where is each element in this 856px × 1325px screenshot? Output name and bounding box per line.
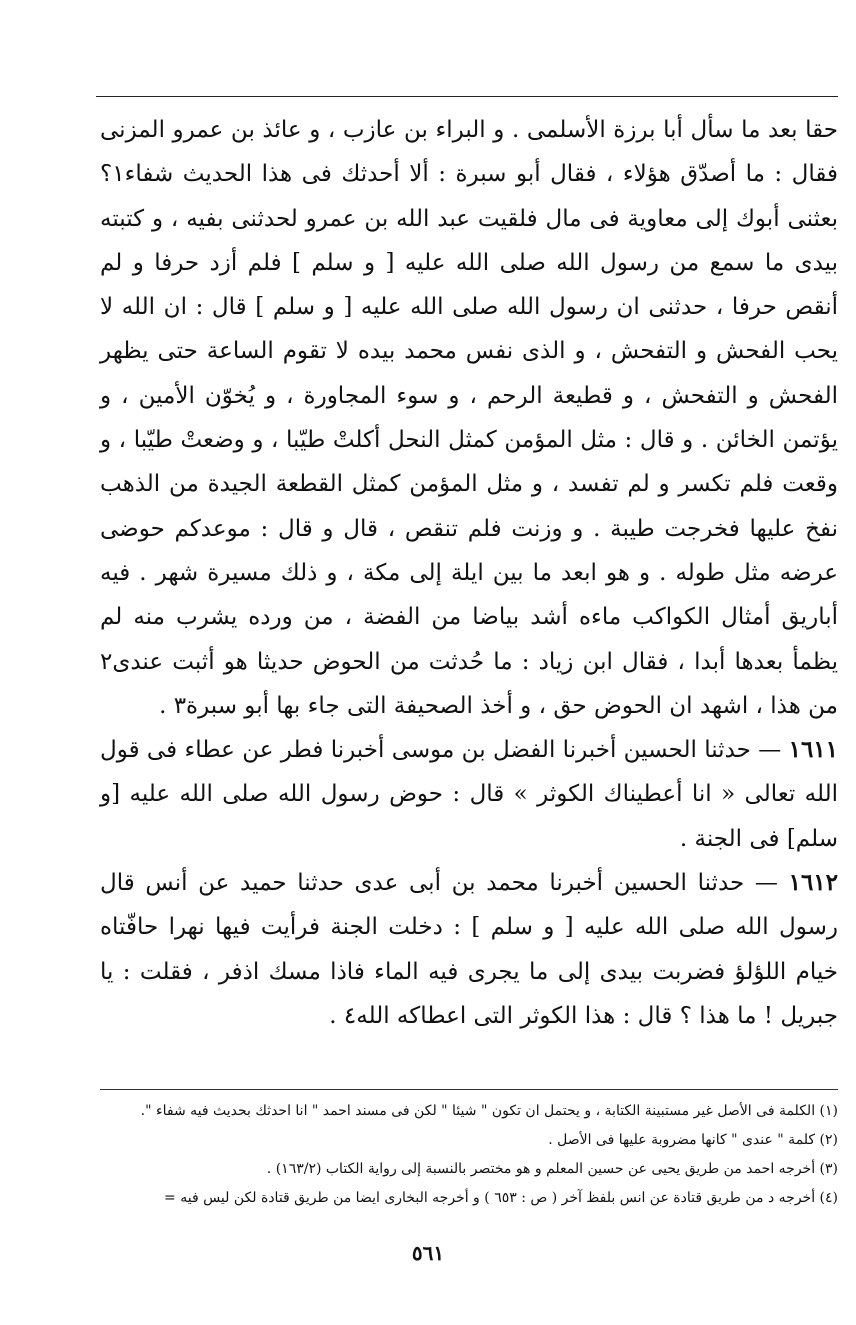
hadith-text: — حدثنا الحسين أخبرنا الفضل بن موسى أخبرنا فطر عن عطاء فى قول الله تعالى « انا أعطيناك الكوثر » قال : حوض رسول الله صلى الله عليه [و سلم] فى الجنة .	[100, 737, 838, 852]
hadith-1612	[100, 861, 838, 1038]
footnotes	[100, 1097, 838, 1213]
hadith-1611	[100, 728, 838, 861]
main-text	[100, 108, 838, 1038]
hadith-number: ١٦١١	[788, 736, 839, 764]
footnote: (٤) أخرجه د من طريق قتادة عن انس بلفظ آخر ( ص : ٦٥٣ ) و أخرجه البخارى ايضا من طريق قتادة لكن ليس فيه =	[164, 1190, 838, 1206]
hadith-number: ١٦١٢	[788, 869, 839, 897]
page-number: ٥٦١	[411, 1241, 445, 1265]
hadith-text: — حدثنا الحسين أخبرنا محمد بن أبى عدى حدثنا حميد عن أنس قال رسول الله صلى الله عليه [ و سلم ] : دخلت الجنة فرأيت فيها نهرا حافّتاه خيام اللؤلؤ فضربت بيدى إلى ما يجرى فيه الماء فاذا مسك اذفر ، فقلت : يا جبريل ! ما هذا ؟ قال : هذا الكوثر التى اعطاكه الله٤ .	[100, 870, 838, 1029]
header-rule	[96, 96, 838, 97]
paragraph: حقا بعد ما سأل أبا برزة الأسلمى . و البراء بن عازب ، و عائذ بن عمرو المزنى فقال : ما أصدّق هؤلاء ، فقال أبو سبرة : ألا أحدثك فى هذا الحديث شفاء١؟ بعثنى أبوك إلى معاوية فى مال فلقيت عبد الله بن عمرو لحدثنى بفيه ، و كتبته بيدى ما سمع من رسول الله صلى الله عليه [ و سلم ] فلم أزد حرفا و لم أنقص حرفا ، حدثنى ان رسول الله صلى الله عليه [ و سلم ] قال : ان الله لا يحب الفحش و التفحش ، و الذى نفس محمد بيده لا تقوم الساعة حتى يظهر الفحش و التفحش ، و قطيعة الرحم ، و سوء المجاورة ، و يُخوّن الأمين ، و يؤتمن الخائن . و قال : مثل المؤمن كمثل النحل أكلتْ طيّبا ، و وضعتْ طيّبا ، و وقعت فلم تكسر و لم تفسد ، و مثل المؤمن كمثل القطعة الجيدة من الذهب نفخ عليها فخرجت طيبة . و وزنت فلم تنقص ، قال و قال : موعدكم حوضى عرضه مثل طوله . و هو ابعد ما بين ايلة إلى مكة ، و ذلك مسيرة شهر . فيه أباريق أمثال الكواكب ماءه أشد بياضا من الفضة ، من ورده يشرب منه لم يظمأ بعدها أبدا ، فقال ابن زياد : ما حُدثت من الحوض حديثا هو أثبت عندى٢ من هذا ، اشهد ان الحوض حق ، و أخذ الصحيفة التى جاء بها أبو سبرة٣ .	[100, 117, 838, 719]
footnote: (١) الكلمة فى الأصل غير مستبينة الكتابة ، و يحتمل ان تكون " شيئا " لكن فى مسند احمد " انا احدثك بحديث فيه شفاء ".	[140, 1103, 838, 1119]
footnote-rule	[100, 1089, 838, 1090]
footnote: (٢) كلمة " عندى " كانها مضروبة عليها فى الأصل .	[548, 1132, 838, 1148]
footnote: (٣) أخرجه احمد من طريق يحيى عن حسين المعلم و هو مختصر بالنسبة إلى رواية الكتاب (١٦٣/٢) .	[266, 1161, 838, 1177]
